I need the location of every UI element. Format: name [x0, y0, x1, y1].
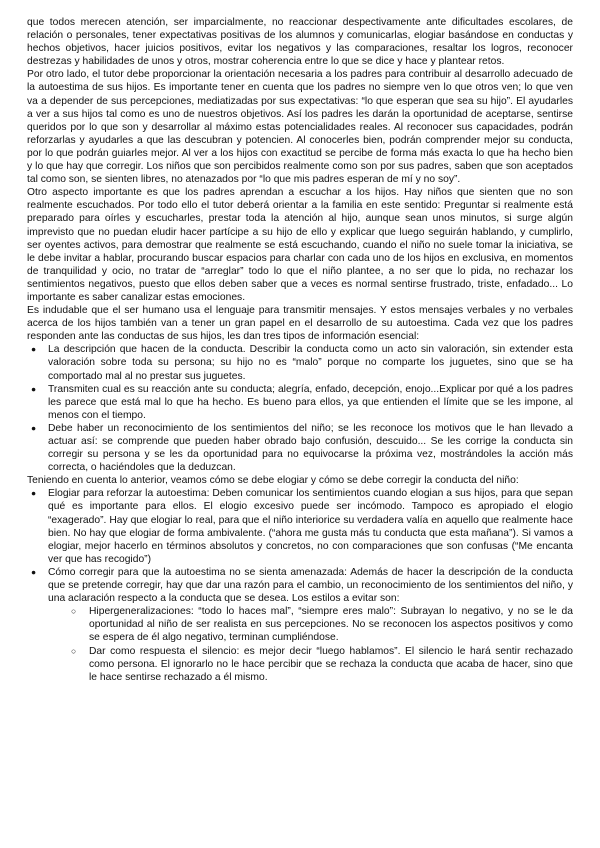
list-item: [27, 566, 573, 684]
sub-list-item: ○ Hipergeneralizaciones: “todo lo haces mal”, “siempre eres malo”: Subrayan lo negativo, y no se le da oportunidad al niño de ser realista en sus percepciones. No se reconocen los aspectos positivos y como se espera de él algo negativo, terminan cumpliéndose.: [48, 605, 573, 644]
paragraph-listening: Otro aspecto importante es que los padres aprendan a escuchar a los hijos. Hay niños que sienten que no son realmente escuchados. Por todo ello el tutor deberá orientar a la familia en este sentido: Preguntar si realmente está preparado para oírles y escucharles, prestar toda la atención al hijo, aunque sean unos minutos, si surge algún imprevisto que no puedan eludir hacer partícipe a su hijo de ello y explicar que luego seguirán hablando, y cumplirlo, ser oyentes activos, para demostrar que realmente se está escuchando, cuando el niño no suele tomar la iniciativa, se le debe invitar a hablar, procurando buscar espacios para charlar con cada uno de los hijos en exclusiva, en momentos de tranquilidad y ocio, no tratar de “arreglar” todo lo que el niño plantee, a no ser que lo pida, no rechazar los sentimientos negativos, puesto que ellos deben saber que a veces es normal sentirse frustrado, triste, enfadado... Lo importante es saber canalizar estas emociones.: [27, 187, 573, 303]
list-item-text: Cómo corregir para que la autoestima no se sienta amenazada: Además de hacer la descripción de la conducta que se pretende corregir, hay que dar una razón para el cambio, un reconocimiento de los sentimientos del niño, y una aclaración respecto a la conducta que se desea. Los estilos a evitar son:: [48, 566, 573, 605]
paragraph-parents-orientation: Por otro lado, el tutor debe proporcionar la orientación necesaria a los padres para contribuir al desarrollo adecuado de la autoestima de sus hijos. Es importante tener en cuenta que los padres no siempre ven lo que otros ven; lo que ven va a depender de sus percepciones, mediatizadas por sus expectativas: “lo que esperan que sea su hijo”. El ayudarles a ver a sus hijos tal como es uno de nuestros objetivos. Así los padres les darán la oportunidad de aceptarse, sentirse queridos por lo que son y desarrollar al máximo estas potencialidades reales. Al reconocer sus capacidades, podrán reforzarlas y ayudarles a que las descubran y potencien. Al conocerles bien, podrán comprender mejor su conducta, por lo que podrán guiarles mejor. Al ver a los hijos con exactitud se percibe de forma más exacta lo que ha hecho bien y lo que hay que corregir. Los niños que son percibidos realmente como son por sus padres, saben que son aceptados tal como son, se sienten libres, no atenazados por “lo que mis padres esperan de mí y no soy”.: [27, 69, 573, 186]
list-item: ● Transmiten cual es su reacción ante su conducta; alegría, enfado, decepción, enojo...Explicar por qué a los padres les parece que está mal lo que ha hecho. Es bueno para ellos, ya que entienden el límite que se les impone, al menos con el tiempo.: [27, 383, 573, 422]
sub-list-item: ○ Dar como respuesta el silencio: es mejor decir “luego hablamos”. El silencio le hará sentir rechazado como persona. El ignorarlo no le hace percibir que se rechaza la conducta que acaba de hacer, sino que le hace sentirse rechazado a él mismo.: [48, 645, 573, 684]
paragraph-messages: Es indudable que el ser humano usa el lenguaje para transmitir mensajes. Y estos mensajes verbales y no verbales acerca de los hijos también van a tener un gran papel en el desarrollo de su autoestima. Cada vez que los padres responden ante las conductas de sus hijos, les dan tres tipos de información esencial:: [27, 305, 573, 343]
praise-correct-list: [27, 487, 573, 683]
list-item: ● Debe haber un reconocimiento de los sentimientos del niño; se les reconoce los motivos que le han llevado a actuar así: se comprende que pueden haber obrado bajo confusión, descuido... Se les corrige la conducta sin corregir su persona y se les da oportunidad para no equivocarse la próxima vez, mostrándoles la acción más correcta, o haciéndoles que la deduzcan.: [27, 422, 573, 474]
information-types-list: [27, 343, 573, 474]
paragraph-intro-continuation: que todos merecen atención, ser imparcialmente, no reaccionar despectivamente ante dificultades escolares, de relación o personales, tener expectativas positivas de los alumnos y comunicarlas, elogiar basándose en conductas y hechos objetivos, hacer juicios positivos, evitar los negativos y las comparaciones, resaltar los logros, reconocer destrezas y habilidades de unos y otros, mostrar coherencia entre lo que se dice y hace y plantear retos.: [27, 17, 573, 68]
list-item: ● La descripción que hacen de la conducta. Describir la conducta como un acto sin valoración, sin extender esta valoración sobre toda su persona; su hijo no es “malo” porque no comparte los juguetes, sino que se ha comportado mal al no prestar sus juguetes.: [27, 343, 573, 382]
styles-to-avoid-list: [48, 605, 573, 684]
paragraph-praise-correct-intro: Teniendo en cuenta lo anterior, veamos cómo se debe elogiar y cómo se debe corregir la conducta del niño:: [27, 475, 519, 487]
list-item: ● Elogiar para reforzar la autoestima: Deben comunicar los sentimientos cuando elogian a sus hijos, para que sepan qué es importante para ellos. El elogio excesivo puede ser incómodo. Tampoco es apropiado el elogio “exagerado”. Hay que elogiar lo real, para que el niño interiorice su verdadera valía en aquello que realmente hace bien. No hay que elogiar de forma ambivalente. (“ahora me gusta más tu conducta que esta mañana”). Si vamos a elogiar, mejor hacerlo en términos absolutos y concretos, no con comparaciones que son confusas (“Me encanta ver que has recogido”): [27, 487, 573, 566]
